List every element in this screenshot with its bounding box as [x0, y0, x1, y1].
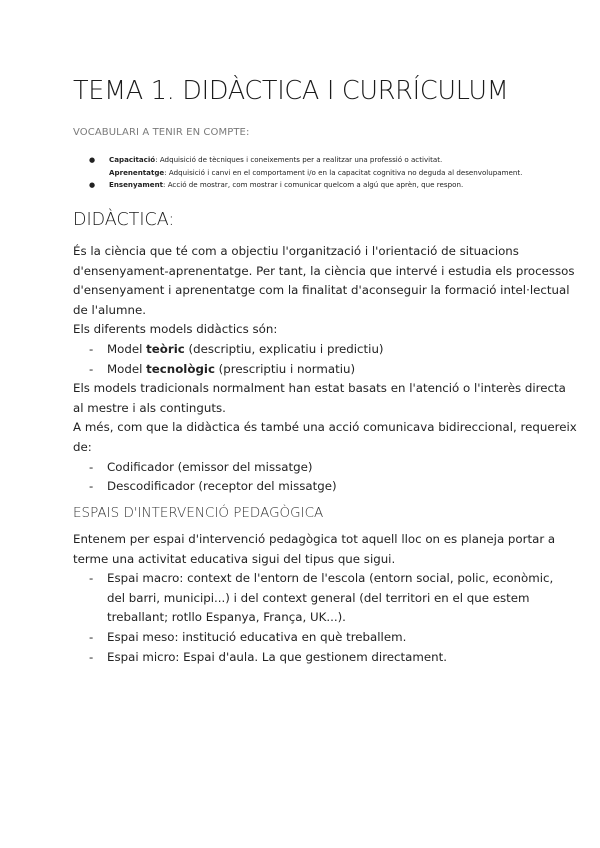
list-item-espai-meso: - Espai meso: institució educativa en què treballem.	[73, 628, 553, 648]
list-item-descodificador: - Descodificador (receptor del missatge)	[73, 477, 553, 497]
paragraph-line: d'ensenyament-aprenentatge. Per tant, la ciència que intervé i estudia els processos	[73, 263, 575, 278]
vocab-item-capacitacio	[73, 154, 553, 167]
paragraph-line: de l'alumne.	[73, 302, 146, 317]
dash-bullet-icon: -	[89, 629, 94, 644]
page-title: TEMA 1. DIDÀCTICA I CURRÍCULUM	[73, 76, 509, 106]
paragraph-line: A més, com que la didàctica és també una acció comunicava bidireccional, requereix	[73, 420, 577, 435]
list-item-codificador: - Codificador (emissor del missatge)	[73, 458, 553, 478]
vocab-item-ensenyament	[73, 179, 553, 192]
bullet-icon: ●	[89, 156, 96, 164]
paragraph-line: És la ciència que té com a objectiu l'organització i l'orientació de situacions	[73, 244, 519, 258]
dash-bullet-icon: -	[89, 479, 94, 494]
list-item-espai-macro: - Espai macro: context de l'entorn de l'escola (entorn social, polic, econòmic,	[73, 569, 553, 589]
dash-bullet-icon: -	[89, 459, 94, 474]
bullet-icon: ●	[89, 181, 96, 189]
models-intro: Els diferents models didàctics són:	[73, 322, 278, 337]
dash-bullet-icon: -	[89, 341, 94, 356]
vocab-term: Capacitació	[109, 155, 156, 164]
vocabulary-heading: VOCABULARI A TENIR EN COMPTE:	[73, 127, 250, 138]
vocab-definition: : Adquisició de tècniques i coneixements per a realitzar una professió o activitat.	[155, 155, 443, 164]
didactica-heading: DIDÀCTICA:	[73, 210, 175, 230]
model-name: teòric	[146, 341, 185, 356]
espais-section	[73, 530, 556, 667]
paragraph-line: al mestre i als continguts.	[73, 400, 226, 415]
vocabulary-list	[73, 154, 553, 192]
list-item-model-tecnologic: - Model tecnològic (prescriptiu i normatiu)	[73, 360, 553, 380]
vocab-item-aprenentatge	[73, 167, 553, 180]
list-item-espai-macro-cont: del barri, municipi...) i del context general (del territori en el que estem	[107, 590, 530, 605]
dash-bullet-icon: -	[89, 361, 94, 376]
dash-bullet-icon: -	[89, 571, 94, 586]
didactica-section	[73, 242, 577, 497]
paragraph-line: terme una activitat educativa sigui del tipus que sigui.	[73, 551, 396, 566]
list-item-model-teoric: - Model teòric (descriptiu, explicatiu i predictiu)	[73, 340, 553, 360]
model-name: tecnològic	[146, 361, 215, 376]
vocab-term: Aprenentatge	[109, 167, 165, 177]
dash-bullet-icon: -	[89, 649, 94, 664]
paragraph-line: d'ensenyament i aprenentatge com la finalitat d'aconseguir la formació intel·lectual	[73, 283, 570, 298]
paragraph-line: Els models tradicionals normalment han estat basats en l'atenció o l'interès directa	[73, 381, 566, 396]
paragraph-line: Entenem per espai d'intervenció pedagògica tot aquell lloc on es planeja portar a	[73, 532, 556, 546]
vocab-definition: : Adquisició i canvi en el comportament i/o en la capacitat cognitiva no deguda al desenvolupament.	[164, 167, 523, 177]
espais-heading: ESPAIS D'INTERVENCIÓ PEDAGÒGICA	[73, 505, 324, 521]
list-item-espai-macro-cont: treballant; rotllo Espanya, França, UK...).	[107, 610, 346, 625]
vocab-term: Ensenyament	[109, 180, 164, 189]
list-item-espai-micro: - Espai micro: Espai d'aula. La que gestionem directament.	[73, 648, 553, 668]
paragraph-line: de:	[73, 439, 92, 454]
vocab-definition: : Acció de mostrar, com mostrar i comunicar quelcom a algú que aprèn, que respon.	[163, 180, 464, 189]
